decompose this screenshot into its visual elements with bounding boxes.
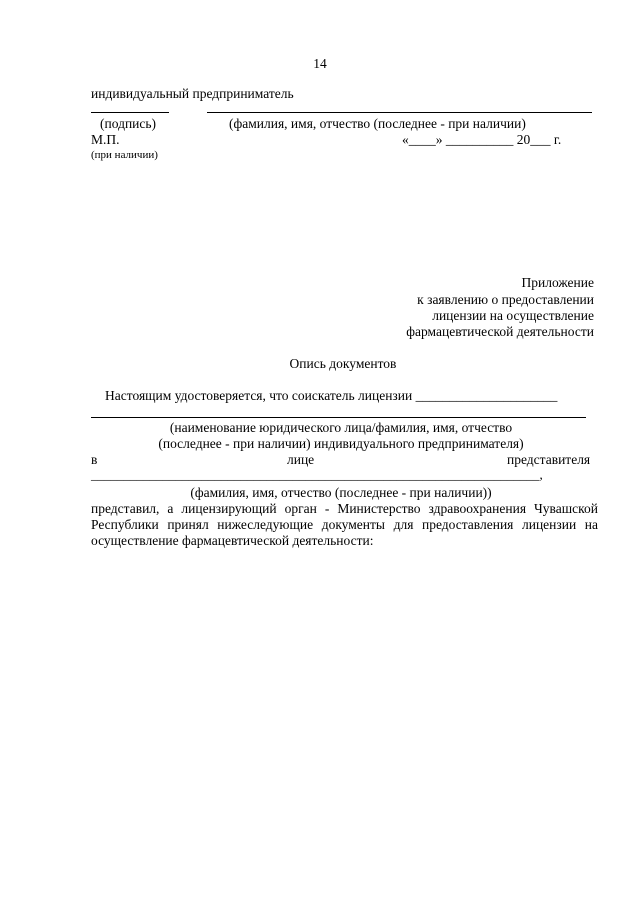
stamp-label: М.П.: [91, 132, 120, 147]
appendix-line-2: к заявлению о предоставлении: [417, 292, 594, 307]
appendix-line-3: лицензии на осуществление: [432, 308, 594, 323]
rep-name-line: _____________________________________________________________________,: [91, 467, 543, 482]
signature-label: (подпись): [100, 116, 157, 131]
signature-line: [91, 112, 169, 113]
name-line: [207, 112, 592, 113]
legal-entity-caption-1: (наименование юридического лица/фамилия, имя, отчество: [169, 420, 513, 435]
rep-caption: (фамилия, имя, отчество (последнее - при наличии)): [190, 485, 492, 500]
inventory-title: Опись документов: [289, 356, 397, 371]
rep-word-2: лице: [287, 452, 315, 467]
body-line-3: осуществление фармацевтической деятельности:: [91, 533, 374, 548]
inventory-intro: Настоящим удостоверяется, что соискатель лицензии _____________________: [105, 388, 558, 403]
legal-entity-caption-2: (последнее - при наличии) индивидуального предпринимателя): [158, 436, 524, 451]
body-line-2: Республики принял нижеследующие документы для предоставления лицензии на: [91, 517, 598, 532]
appendix-line-4: фармацевтической деятельности: [406, 324, 594, 339]
stamp-note: (при наличии): [91, 149, 158, 161]
rep-word-3: представителя: [507, 452, 591, 467]
page-number: 14: [313, 56, 327, 71]
appendix-line-1: Приложение: [521, 275, 594, 290]
body-line-1: представил, а лицензирующий орган - Министерство здравоохранения Чувашской: [91, 501, 598, 516]
rep-word-1: в: [91, 452, 98, 467]
name-label: (фамилия, имя, отчество (последнее - при наличии): [229, 116, 526, 131]
date-line: «____» __________ 20___ г.: [402, 132, 562, 147]
signer-role: индивидуальный предприниматель: [91, 86, 294, 101]
legal-entity-line: [91, 417, 586, 418]
